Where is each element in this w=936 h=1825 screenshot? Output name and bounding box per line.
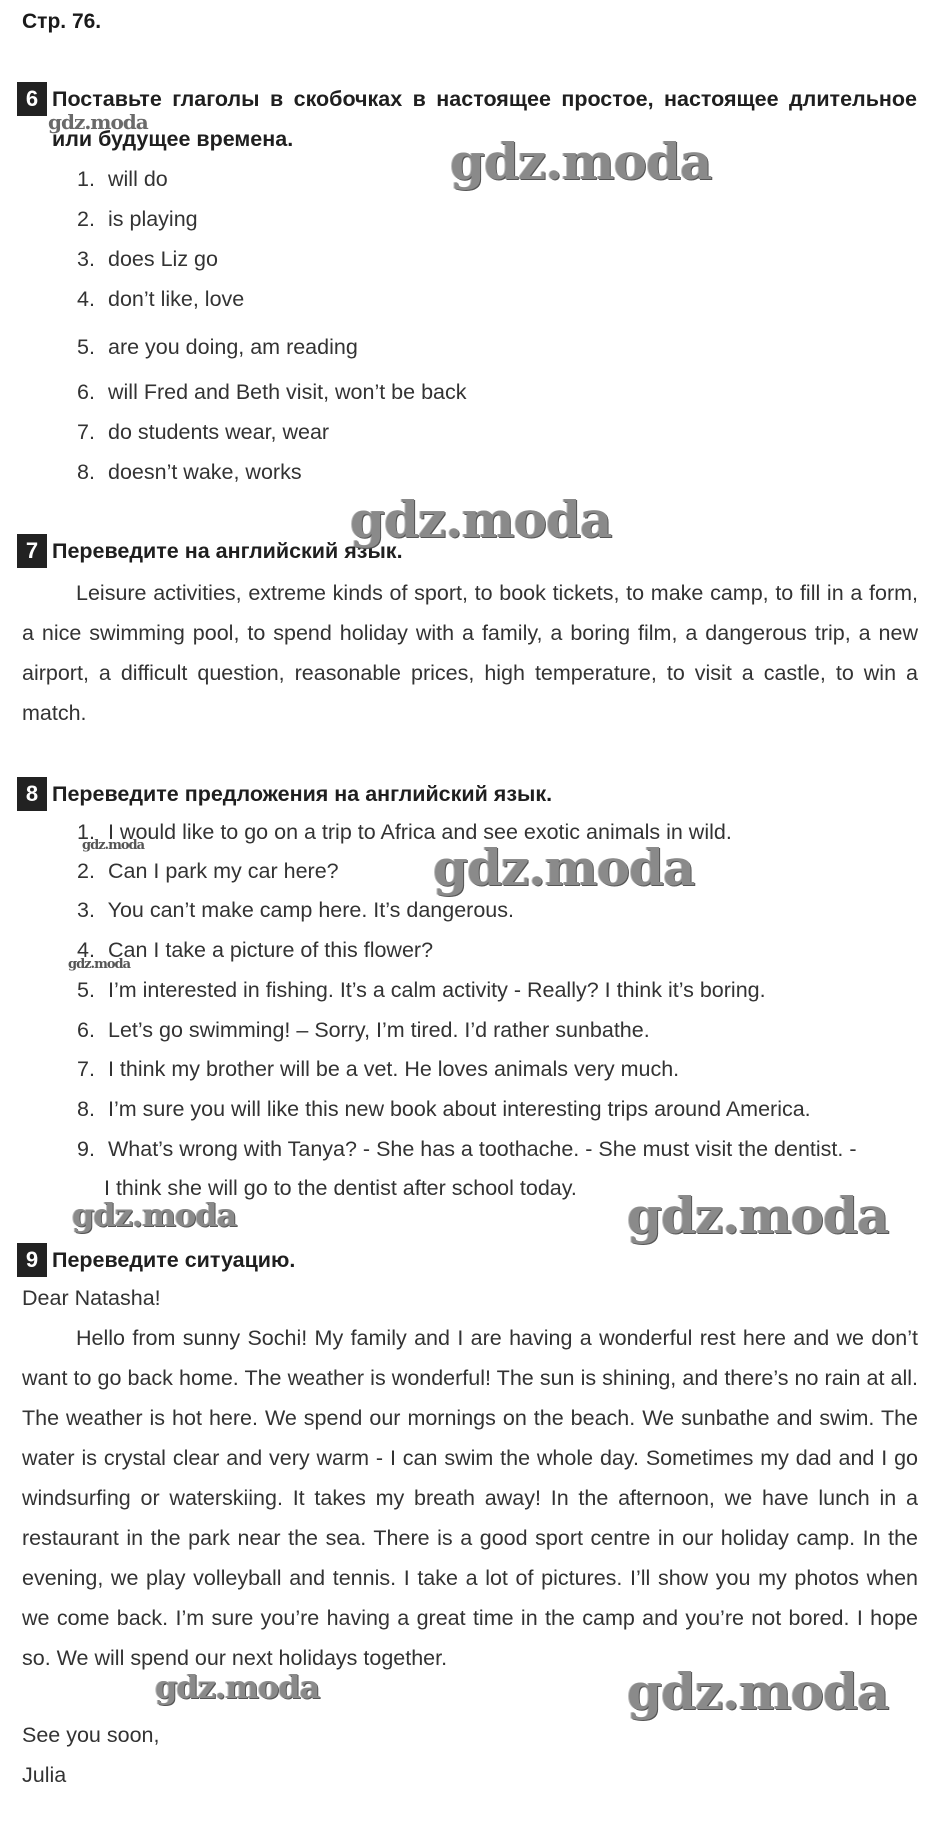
list-item-continuation: I think she will go to the dentist after school today.: [104, 1176, 577, 1200]
watermark: gdz.moda: [82, 838, 145, 853]
task-7-title: Переведите на английский язык.: [52, 539, 403, 563]
task-8-header: [17, 777, 917, 814]
list-item: 5. I’m interested in fishing. It’s a calm activity - Really? I think it’s boring.: [77, 978, 766, 1002]
list-item: 7. I think my brother will be a vet. He loves animals very much.: [77, 1057, 680, 1081]
watermark: gdz.moda: [350, 490, 612, 549]
letter-closing: See you soon,: [22, 1723, 160, 1747]
watermark: gdz.moda: [627, 1186, 889, 1245]
watermark: gdz.moda: [72, 1196, 237, 1234]
watermark: gdz.moda: [433, 838, 695, 897]
letter-signature: Julia: [22, 1763, 67, 1787]
list-item: 1. will do: [77, 167, 168, 191]
page-number: Стр. 76.: [22, 10, 102, 33]
list-item: 4. don’t like, love: [77, 287, 245, 311]
watermark: gdz.moda: [48, 110, 148, 134]
task-7-number: 7: [17, 534, 47, 568]
watermark: gdz.moda: [627, 1662, 889, 1721]
list-item: 7. do students wear, wear: [77, 420, 330, 444]
task-8-number: 8: [17, 777, 47, 811]
task-9-header: [17, 1243, 917, 1280]
task-7-text: Leisure activities, extreme kinds of sport, to book tickets, to make camp, to fill in a form, a nice swimming pool, to spend holiday with a family, a boring film, a dangerous trip, a new airport, a difficult question, reasonable prices, high temperature, to visit a castle, to win a match.: [22, 581, 918, 725]
task-6-title: Поставьте глаголы в скобочках в настоящее простое, настоящее длительное или будущее времена.: [52, 87, 917, 151]
list-item: 6. Let’s go swimming! – Sorry, I’m tired. I’d rather sunbathe.: [77, 1018, 650, 1042]
letter-body: Hello from sunny Sochi! My family and I are having a wonderful rest here and we don’t want to go back home. The weather is wonderful! The sun is shining, and there’s no rain at all. The weather is hot here. We spend our mornings on the beach. We sunbathe and swim. The water is crystal clear and very warm - I can swim the whole day. Sometimes my dad and I go windsurfing or waterskiing. It takes my breath away! In the afternoon, we have lunch in a restaurant in the park near the sea. There is a good sport centre in our holiday camp. In the evening, we play volleyball and tennis. I take a lot of pictures. I’ll show you my photos when we come back. I’m sure you’re having a great time in the camp and you’re not bored. I hope so. We will spend our next holidays together.: [22, 1326, 918, 1670]
list-item: 1. I would like to go on a trip to Africa and see exotic animals in wild.: [77, 820, 732, 844]
watermark: gdz.moda: [155, 1668, 320, 1706]
list-item: 4. Can I take a picture of this flower?: [77, 938, 434, 962]
list-item: 8. I’m sure you will like this new book about interesting trips around America.: [77, 1097, 811, 1121]
list-item: 5. are you doing, am reading: [77, 335, 358, 359]
watermark: gdz.moda: [68, 957, 131, 972]
list-item: 6. will Fred and Beth visit, won’t be back: [77, 380, 467, 404]
list-item: 3. does Liz go: [77, 247, 218, 271]
letter-greeting: Dear Natasha!: [22, 1286, 161, 1310]
list-item: 2. Can I park my car here?: [77, 859, 339, 883]
watermark: gdz.moda: [450, 132, 712, 191]
task-6-number: 6: [17, 82, 47, 116]
list-item: 3. You can’t make camp here. It’s dangerous.: [77, 898, 514, 922]
list-item: 9. What’s wrong with Tanya? - She has a toothache. - She must visit the dentist. -: [77, 1137, 857, 1161]
list-item: 2. is playing: [77, 207, 198, 231]
list-item: 8. doesn’t wake, works: [77, 460, 302, 484]
task-9-title: Переведите ситуацию.: [52, 1248, 296, 1272]
task-8-title: Переведите предложения на английский язык.: [52, 782, 553, 806]
task-9-number: 9: [17, 1243, 47, 1277]
